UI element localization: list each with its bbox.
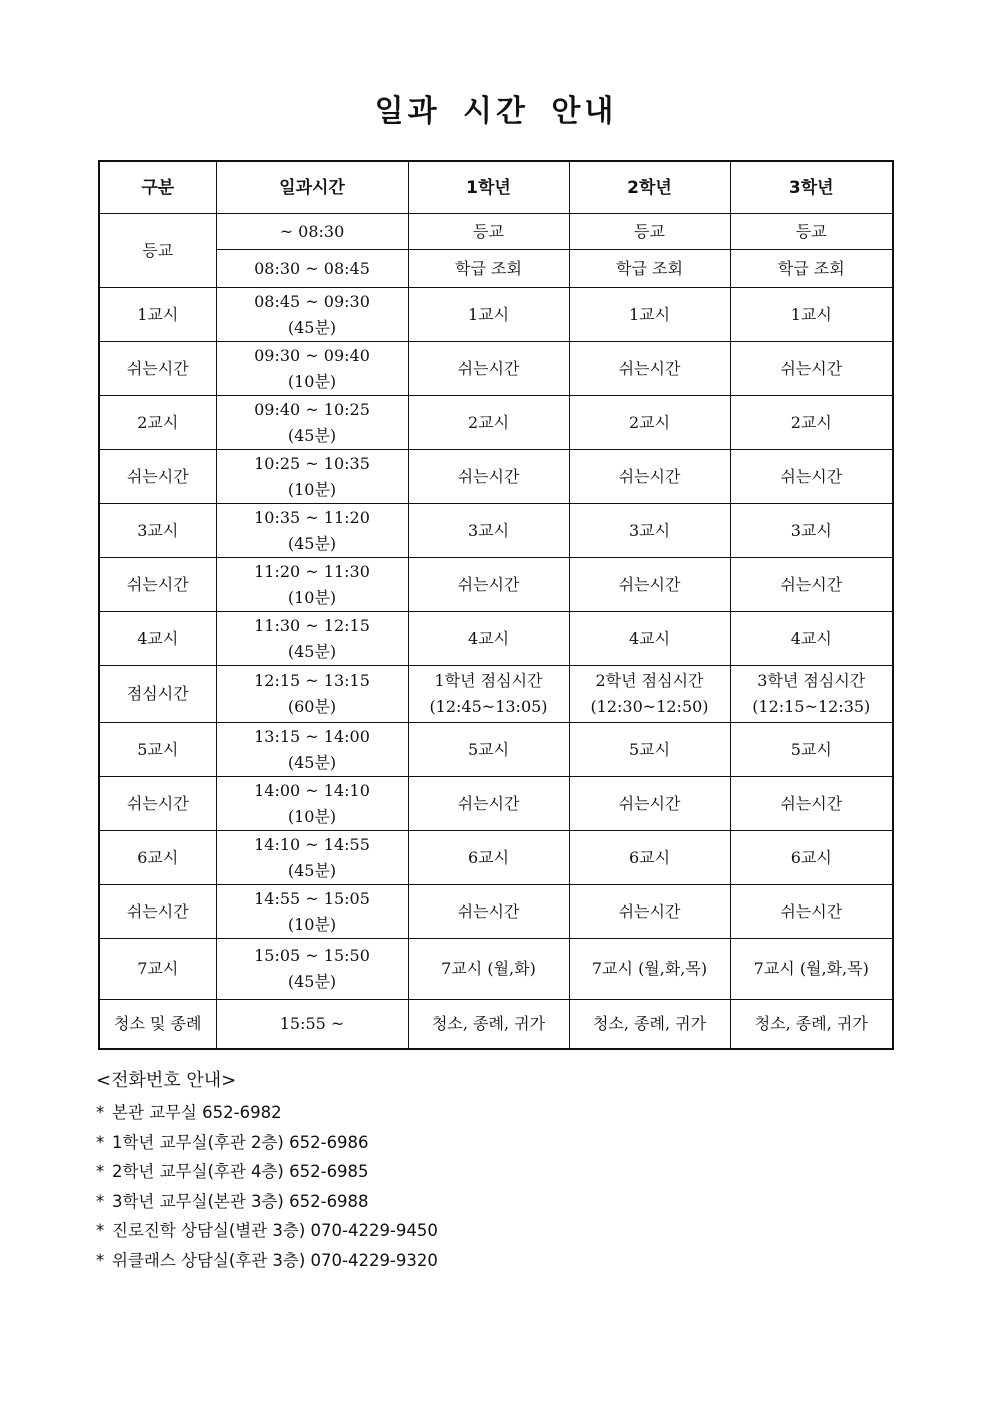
- grade1-cell: 3교시: [408, 504, 569, 558]
- phone-item: [96, 1246, 438, 1276]
- time-cell: ~ 08:30: [216, 214, 408, 250]
- phone-item-text: 위클래스 상담실(후관 3층) 070-4229-9320: [112, 1250, 438, 1270]
- phone-item: [96, 1157, 438, 1187]
- header-grade3: 3학년: [730, 161, 893, 214]
- header-time: 일과시간: [216, 161, 408, 214]
- time-cell: [216, 777, 408, 831]
- phone-directory: [96, 1066, 438, 1275]
- row-label: 6교시: [99, 831, 216, 885]
- grade1-cell: 쉬는시간: [408, 777, 569, 831]
- grade1-cell: 쉬는시간: [408, 558, 569, 612]
- grade3-cell: 6교시: [730, 831, 893, 885]
- lunch-time: (12:30~12:50): [590, 697, 709, 716]
- row-label: 2교시: [99, 396, 216, 450]
- duration: (45분): [287, 752, 337, 772]
- header-grade2: 2학년: [569, 161, 730, 214]
- bullet-icon: *: [96, 1132, 105, 1152]
- grade1-cell: 1교시: [408, 288, 569, 342]
- header-category: 구분: [99, 161, 216, 214]
- time-cell: [216, 504, 408, 558]
- table-row: [99, 612, 893, 666]
- time-cell: [216, 450, 408, 504]
- lunch-time: (12:15~12:35): [752, 697, 871, 716]
- grade3-cell: 3교시: [730, 504, 893, 558]
- time-range: 14:55 ~ 15:05: [254, 888, 370, 908]
- grade2-cell: 4교시: [569, 612, 730, 666]
- phone-list: [96, 1098, 438, 1275]
- table-row: [99, 250, 893, 288]
- header-grade1: 1학년: [408, 161, 569, 214]
- grade2-cell: 1교시: [569, 288, 730, 342]
- duration: (10분): [287, 371, 337, 391]
- grade3-cell: 2교시: [730, 396, 893, 450]
- grade2-cell: 쉬는시간: [569, 342, 730, 396]
- table-row: [99, 1000, 893, 1050]
- row-label: 쉬는시간: [99, 558, 216, 612]
- grade2-cell: 쉬는시간: [569, 450, 730, 504]
- grade3-cell: 쉬는시간: [730, 885, 893, 939]
- time-cell: [216, 288, 408, 342]
- duration: (10분): [287, 479, 337, 499]
- time-cell: 08:30 ~ 08:45: [216, 250, 408, 288]
- duration: (10분): [287, 914, 337, 934]
- grade2-cell: 쉬는시간: [569, 777, 730, 831]
- row-label: 점심시간: [99, 666, 216, 723]
- time-range: 12:15 ~ 13:15: [254, 671, 370, 690]
- row-label: 쉬는시간: [99, 885, 216, 939]
- table-row: [99, 450, 893, 504]
- time-cell: [216, 612, 408, 666]
- grade2-cell: 2교시: [569, 396, 730, 450]
- phone-item-text: 3학년 교무실(본관 3층) 652-6988: [112, 1191, 369, 1211]
- duration: (45분): [287, 317, 337, 337]
- duration: (45분): [287, 641, 337, 661]
- time-cell: [216, 939, 408, 1000]
- time-range: 11:30 ~ 12:15: [254, 615, 370, 635]
- grade1-cell: 5교시: [408, 723, 569, 777]
- grade1-cell: 2교시: [408, 396, 569, 450]
- grade2-cell: 등교: [569, 214, 730, 250]
- row-label: 3교시: [99, 504, 216, 558]
- table-row: [99, 558, 893, 612]
- grade2-cell: 3교시: [569, 504, 730, 558]
- duration: (45분): [287, 972, 337, 991]
- bullet-icon: *: [96, 1221, 105, 1240]
- grade1-cell: 쉬는시간: [408, 885, 569, 939]
- row-label: 청소 및 종례: [99, 1000, 216, 1050]
- phone-item-text: 본관 교무실 652-6982: [112, 1103, 282, 1122]
- grade1-cell: 쉬는시간: [408, 342, 569, 396]
- time-cell: [216, 342, 408, 396]
- table-row: [99, 504, 893, 558]
- phone-item: [96, 1098, 438, 1128]
- grade2-cell: 6교시: [569, 831, 730, 885]
- grade3-cell: 4교시: [730, 612, 893, 666]
- time-cell: [216, 396, 408, 450]
- lunch-time: (12:45~13:05): [429, 697, 548, 716]
- phone-directory-title: <전화번호 안내>: [96, 1070, 237, 1091]
- lunch-label: 1학년 점심시간: [434, 671, 543, 690]
- table-row: [99, 885, 893, 939]
- phone-item: [96, 1216, 438, 1246]
- row-label: 등교: [99, 214, 216, 288]
- grade1-cell: 7교시 (월,화): [408, 939, 569, 1000]
- phone-item: [96, 1128, 438, 1158]
- table-row: [99, 396, 893, 450]
- bullet-icon: *: [96, 1250, 105, 1270]
- row-label: 5교시: [99, 723, 216, 777]
- grade1-cell: 학급 조회: [408, 250, 569, 288]
- row-label: 7교시: [99, 939, 216, 1000]
- phone-item-text: 2학년 교무실(후관 4층) 652-6985: [112, 1162, 369, 1181]
- row-label: 쉬는시간: [99, 342, 216, 396]
- time-cell: [216, 666, 408, 723]
- duration: (45분): [287, 425, 337, 445]
- table-row: [99, 342, 893, 396]
- grade3-cell: [730, 666, 893, 723]
- row-label: 쉬는시간: [99, 777, 216, 831]
- grade1-cell: 4교시: [408, 612, 569, 666]
- grade1-cell: [408, 666, 569, 723]
- bullet-icon: *: [96, 1103, 105, 1122]
- time-range: 14:00 ~ 14:10: [254, 780, 370, 800]
- grade3-cell: 1교시: [730, 288, 893, 342]
- grade1-cell: 등교: [408, 214, 569, 250]
- grade3-cell: 쉬는시간: [730, 450, 893, 504]
- grade2-cell: 7교시 (월,화,목): [569, 939, 730, 1000]
- duration: (45분): [287, 860, 337, 880]
- row-label: 1교시: [99, 288, 216, 342]
- grade1-cell: 쉬는시간: [408, 450, 569, 504]
- grade2-cell: 학급 조회: [569, 250, 730, 288]
- schedule-table: [98, 160, 894, 1050]
- grade2-cell: 쉬는시간: [569, 885, 730, 939]
- table-row: [99, 723, 893, 777]
- row-label: 쉬는시간: [99, 450, 216, 504]
- time-range: 10:25 ~ 10:35: [254, 453, 370, 473]
- time-cell: [216, 831, 408, 885]
- duration: (10분): [287, 587, 337, 607]
- grade3-cell: 청소, 종례, 귀가: [730, 1000, 893, 1050]
- table-row: [99, 939, 893, 1000]
- duration: (60분): [287, 697, 337, 716]
- table-header-row: [99, 161, 893, 214]
- grade2-cell: [569, 666, 730, 723]
- lunch-label: 3학년 점심시간: [757, 671, 866, 690]
- time-range: 15:05 ~ 15:50: [254, 946, 370, 965]
- grade2-cell: 청소, 종례, 귀가: [569, 1000, 730, 1050]
- table-row: [99, 288, 893, 342]
- duration: (10분): [287, 806, 337, 826]
- phone-item-text: 1학년 교무실(후관 2층) 652-6986: [112, 1132, 369, 1152]
- table-row: [99, 831, 893, 885]
- time-range: 10:35 ~ 11:20: [254, 507, 370, 527]
- grade2-cell: 쉬는시간: [569, 558, 730, 612]
- table-row: [99, 666, 893, 723]
- row-label: 4교시: [99, 612, 216, 666]
- time-range: 09:30 ~ 09:40: [254, 345, 370, 365]
- grade1-cell: 청소, 종례, 귀가: [408, 1000, 569, 1050]
- table-row: [99, 214, 893, 250]
- phone-item: [96, 1187, 438, 1217]
- bullet-icon: *: [96, 1191, 105, 1211]
- time-range: 08:45 ~ 09:30: [254, 291, 370, 311]
- grade3-cell: 학급 조회: [730, 250, 893, 288]
- time-cell: [216, 723, 408, 777]
- grade3-cell: 쉬는시간: [730, 558, 893, 612]
- time-range: 09:40 ~ 10:25: [254, 399, 370, 419]
- page-title: 일과 시간 안내: [374, 94, 618, 129]
- grade3-cell: 쉬는시간: [730, 342, 893, 396]
- grade2-cell: 5교시: [569, 723, 730, 777]
- grade1-cell: 6교시: [408, 831, 569, 885]
- time-cell: 15:55 ~: [216, 1000, 408, 1050]
- time-cell: [216, 885, 408, 939]
- grade3-cell: 5교시: [730, 723, 893, 777]
- time-range: 13:15 ~ 14:00: [254, 726, 370, 746]
- duration: (45분): [287, 533, 337, 553]
- phone-item-text: 진로진학 상담실(별관 3층) 070-4229-9450: [112, 1221, 438, 1240]
- grade3-cell: 쉬는시간: [730, 777, 893, 831]
- bullet-icon: *: [96, 1162, 105, 1181]
- grade3-cell: 등교: [730, 214, 893, 250]
- time-range: 14:10 ~ 14:55: [254, 834, 370, 854]
- grade3-cell: 7교시 (월,화,목): [730, 939, 893, 1000]
- time-range: 11:20 ~ 11:30: [254, 561, 370, 581]
- lunch-label: 2학년 점심시간: [595, 671, 704, 690]
- time-cell: [216, 558, 408, 612]
- table-row: [99, 777, 893, 831]
